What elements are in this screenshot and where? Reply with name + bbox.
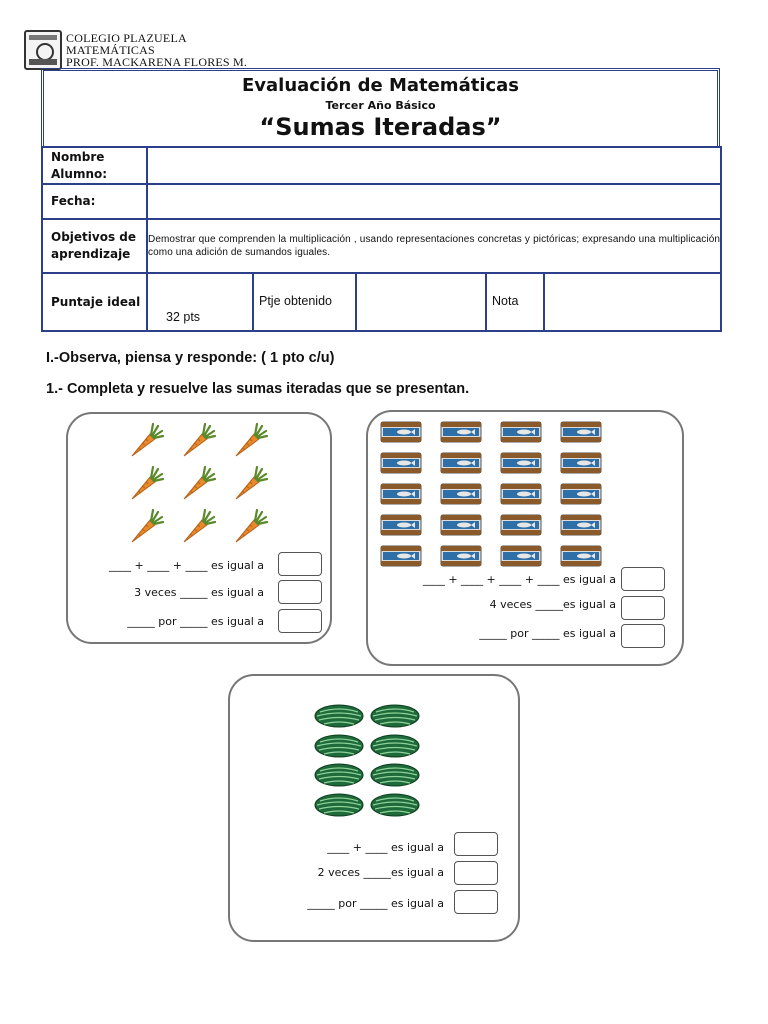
carrot-icon bbox=[230, 422, 282, 465]
card2-line3: _____ por _____ es igual a bbox=[479, 627, 616, 640]
can-icon bbox=[560, 451, 620, 482]
card2-answer-box-2[interactable] bbox=[621, 596, 665, 620]
exam-title: Evaluación de Matemáticas bbox=[241, 75, 520, 96]
watermelon-icon bbox=[314, 734, 370, 764]
can-icon bbox=[440, 451, 500, 482]
card2-answer-box-3[interactable] bbox=[621, 624, 665, 648]
exercise-card-cans bbox=[366, 410, 684, 666]
can-icon bbox=[500, 420, 560, 451]
can-icon bbox=[440, 513, 500, 544]
watermelon-icon bbox=[370, 793, 426, 823]
can-icon bbox=[380, 544, 440, 575]
can-icon bbox=[500, 513, 560, 544]
grade-field[interactable] bbox=[544, 273, 721, 331]
title-box bbox=[41, 68, 720, 146]
card1-answer-box-3[interactable] bbox=[278, 609, 322, 633]
objectives-label: Objetivos de aprendizaje bbox=[42, 219, 147, 273]
score-label: Puntaje ideal bbox=[42, 273, 147, 331]
carrot-icon bbox=[178, 422, 230, 465]
obtained-label: Ptje obtenido bbox=[253, 273, 356, 331]
card2-answer-box-1[interactable] bbox=[621, 567, 665, 591]
watermelon-icon bbox=[370, 704, 426, 734]
can-icon bbox=[560, 544, 620, 575]
can-icon bbox=[560, 513, 620, 544]
item-instruction: 1.- Completa y resuelve las sumas iteradas que se presentan. bbox=[46, 381, 470, 397]
carrot-icon bbox=[126, 465, 178, 508]
can-grid bbox=[380, 420, 620, 575]
card1-answer-box-2[interactable] bbox=[278, 580, 322, 604]
card2-line1: ____ + ____ + ____ + ____ es igual a bbox=[422, 573, 616, 586]
can-icon bbox=[560, 482, 620, 513]
obtained-field[interactable] bbox=[356, 273, 486, 331]
exercise-card-carrots bbox=[66, 412, 332, 644]
card3-answer-box-3[interactable] bbox=[454, 890, 498, 914]
score-value: 32 pts bbox=[147, 273, 253, 331]
can-icon bbox=[500, 482, 560, 513]
school-name: COLEGIO PLAZUELA bbox=[66, 31, 187, 45]
can-icon bbox=[440, 482, 500, 513]
watermelon-icon bbox=[314, 763, 370, 793]
can-icon bbox=[440, 544, 500, 575]
card2-line2: 4 veces _____es igual a bbox=[489, 598, 616, 611]
grade-label: Nota bbox=[486, 273, 544, 331]
carrot-icon bbox=[230, 465, 282, 508]
watermelon-icon bbox=[370, 734, 426, 764]
carrot-icon bbox=[178, 508, 230, 551]
exam-topic: “Sumas Iteradas” bbox=[259, 113, 502, 141]
card1-answer-box-1[interactable] bbox=[278, 552, 322, 576]
carrot-icon bbox=[230, 508, 282, 551]
name-label: Nombre Alumno: bbox=[42, 147, 147, 184]
carrot-icon bbox=[178, 465, 230, 508]
watermelon-icon bbox=[314, 793, 370, 823]
watermelon-icon bbox=[314, 704, 370, 734]
can-icon bbox=[440, 420, 500, 451]
date-field[interactable] bbox=[147, 184, 721, 219]
carrot-icon bbox=[126, 508, 178, 551]
card3-line1: ____ + ____ es igual a bbox=[327, 841, 444, 854]
school-subject: MATEMÁTICAS bbox=[66, 43, 155, 57]
carrot-grid bbox=[126, 422, 282, 551]
card1-line2: 3 veces _____ es igual a bbox=[134, 586, 264, 599]
card3-answer-box-1[interactable] bbox=[454, 832, 498, 856]
name-field[interactable] bbox=[147, 147, 721, 184]
exercise-card-watermelons bbox=[228, 674, 520, 942]
watermelon-grid bbox=[314, 704, 426, 822]
can-icon bbox=[500, 451, 560, 482]
card3-answer-box-2[interactable] bbox=[454, 861, 498, 885]
can-icon bbox=[560, 420, 620, 451]
can-icon bbox=[380, 420, 440, 451]
can-icon bbox=[380, 513, 440, 544]
objectives-text: Demostrar que comprenden la multiplicación , usando representaciones concretas y pictóricas; expresando una multiplicación como una adición de sumandos iguales. bbox=[147, 219, 721, 273]
section-instruction: I.-Observa, piensa y responde: ( 1 pto c/u) bbox=[46, 350, 335, 366]
teacher-name: PROF. MACKARENA FLORES M. bbox=[66, 55, 248, 69]
can-icon bbox=[380, 451, 440, 482]
date-label: Fecha: bbox=[42, 184, 147, 219]
school-logo bbox=[24, 30, 62, 70]
watermelon-icon bbox=[370, 763, 426, 793]
carrot-icon bbox=[126, 422, 178, 465]
can-icon bbox=[380, 482, 440, 513]
can-icon bbox=[500, 544, 560, 575]
card3-line2: 2 veces _____es igual a bbox=[317, 866, 444, 879]
exam-grade: Tercer Año Básico bbox=[325, 99, 436, 112]
card1-line3: _____ por _____ es igual a bbox=[127, 615, 264, 628]
student-info-table bbox=[41, 146, 722, 332]
card1-line1: ____ + ____ + ____ es igual a bbox=[109, 559, 264, 572]
card3-line3: _____ por _____ es igual a bbox=[307, 897, 444, 910]
